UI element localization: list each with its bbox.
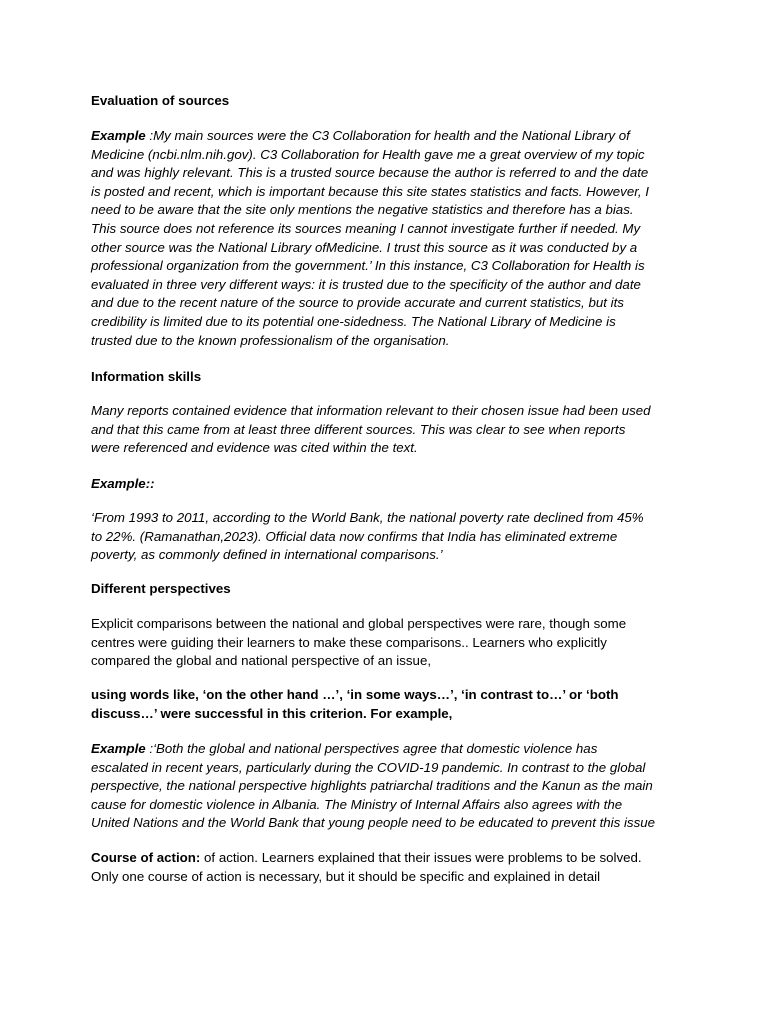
paragraph-line: credibility is limited due to its potential one-sidedness. The National Library of Medicine is xyxy=(91,313,616,329)
paragraph-line: is posted and recent, which is important because this site states statistics and facts. However, I xyxy=(91,183,649,199)
information-example-quote xyxy=(91,509,691,565)
paragraph-line: professional organization from the government.’ In this instance, C3 Collaboration for Health is xyxy=(91,258,645,274)
paragraph-line: escalated in recent years, particularly during the COVID-19 pandemic. In contrast to the global xyxy=(91,759,646,775)
paragraph-line: United Nations and the World Bank that young people need to be educated to prevent this issue xyxy=(91,815,656,831)
information-skills-paragraph xyxy=(91,402,691,458)
perspectives-criterion-paragraph xyxy=(91,686,691,723)
paragraph-line: were referenced and evidence was cited within the text. xyxy=(91,440,418,456)
paragraph-line: This source does not reference its sources meaning I cannot investigate further if needed. My xyxy=(91,220,641,236)
paragraph-line: to 22%. (Ramanathan,2023). Official data now confirms that India has eliminated extreme xyxy=(91,528,618,544)
information-skills-heading: Information skills xyxy=(91,369,202,384)
paragraph-line: discuss…’ were successful in this criterion. For example, xyxy=(91,705,453,721)
paragraph-line: other source was the National Library ofMedicine. I trust this source as it was conducted by a xyxy=(91,239,638,255)
example-label: Example xyxy=(91,741,146,756)
paragraph-line: Many reports contained evidence that information relevant to their chosen issue had been used xyxy=(91,403,651,418)
evaluation-heading: Evaluation of sources xyxy=(91,93,230,108)
paragraph-line: cause for domestic violence in Albania. The Ministry of Internal Affairs also agrees with the xyxy=(91,796,623,812)
paragraph-line: and was highly relevant. This is a trusted source because the author is referred to and the date xyxy=(91,165,649,181)
paragraph-line: evaluated in three very different ways: it is trusted due to the specificity of the author and date xyxy=(91,276,641,292)
paragraph-line: ‘From 1993 to 2011, according to the World Bank, the national poverty rate declined from 45% xyxy=(91,510,644,525)
paragraph-line: compared the global and national perspective of an issue, xyxy=(91,653,432,669)
paragraph-line: need to be aware that the site only mentions the negative statistics and therefore has a bias. xyxy=(91,202,634,218)
paragraph-line: and that this came from at least three different sources. This was clear to see when reports xyxy=(91,421,626,437)
evaluation-example-paragraph xyxy=(91,127,691,350)
paragraph-line: of action. Learners explained that their issues were problems to be solved. xyxy=(200,850,642,865)
paragraph-line: using words like, ‘on the other hand …’, ‘in some ways…’, ‘in contrast to…’ or ‘both xyxy=(91,687,619,702)
paragraph-line: poverty, as commonly defined in international comparisons.’ xyxy=(91,547,443,563)
example-label: Example xyxy=(91,128,146,143)
paragraph-line: Explicit comparisons between the national and global perspectives were rare, though some xyxy=(91,616,627,631)
paragraph-line: trusted due to the known professionalism of the organisation. xyxy=(91,332,450,348)
paragraph-line: centres were guiding their learners to make these comparisons.. Learners who explicitly xyxy=(91,634,607,650)
perspectives-example-paragraph xyxy=(91,740,691,833)
paragraph-line: :My main sources were the C3 Collaboration for health and the National Library of xyxy=(145,128,630,143)
paragraph-line: :‘Both the global and national perspectives agree that domestic violence has xyxy=(145,741,598,756)
information-example-label: Example:: xyxy=(91,476,155,491)
paragraph-line: perspective, the national perspective highlights patriarchal traditions and the Kanun as the main xyxy=(91,778,653,794)
course-of-action-label: Course of action: xyxy=(91,850,201,865)
paragraph-line: Medicine (ncbi.nlm.nih.gov). C3 Collaboration for Health gave me a great overview of my topic xyxy=(91,146,645,162)
course-of-action-paragraph xyxy=(91,849,691,886)
different-perspectives-paragraph xyxy=(91,615,691,671)
paragraph-line: and due to the recent nature of the source to provide accurate and current statistics, but its xyxy=(91,295,624,311)
paragraph-line: Only one course of action is necessary, but it should be specific and explained in detail xyxy=(91,868,601,884)
different-perspectives-heading: Different perspectives xyxy=(91,581,231,596)
